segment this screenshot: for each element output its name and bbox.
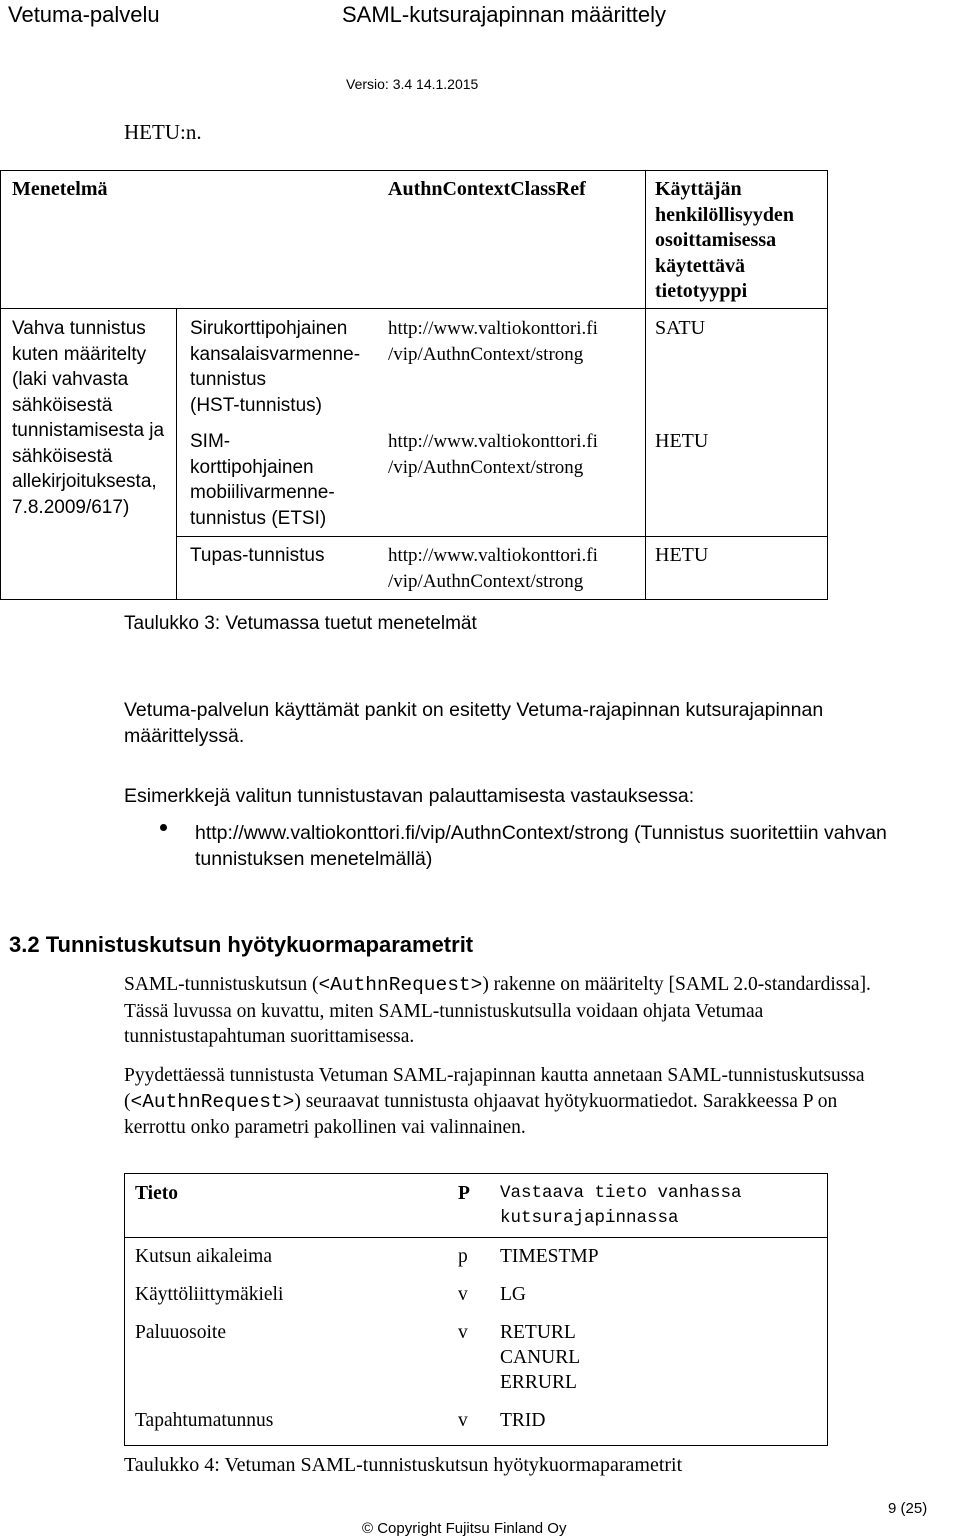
method-sim: SIM- korttipohjainen mobiilivarmenne- tunnistus (ETSI): [190, 431, 335, 529]
paragraph-examples: Esimerkkejä valitun tunnistustavan palauttamisesta vastauksessa:: [124, 785, 695, 807]
id-type-hst: SATU: [655, 317, 706, 339]
param-old: TRID: [500, 1410, 546, 1431]
paragraph-saml-structure: SAML-tunnistuskutsun (<AuthnRequest>) rakenne on määritelty [SAML 2.0-standardissa]. Tässä luvussa on kuvattu, miten SAML-tunnistuskutsulla voidaan ohjata Vetumaa tunnistustapahtuman suorittamisessa.: [124, 974, 871, 1047]
table4-caption: Taulukko 4: Vetuman SAML-tunnistuskutsun hyötykuormaparametrit: [124, 1454, 683, 1476]
table4-header-p: P: [458, 1183, 470, 1204]
authn-ref-sim: http://www.valtiokonttori.fi /vip/AuthnContext/strong: [388, 431, 598, 478]
authn-ref-tupas: http://www.valtiokonttori.fi /vip/AuthnContext/strong: [388, 545, 598, 592]
param-old: TIMESTMP: [500, 1246, 599, 1267]
table3-header-method: Menetelmä: [12, 178, 108, 200]
strong-auth-group-label: Vahva tunnistus kuten määritelty (laki vahvasta sähköisestä tunnistamisesta ja sähköisestä allekirjoituksesta, 7.8.2009/617): [12, 318, 165, 518]
header-version: Versio: 3.4 14.1.2015: [346, 76, 479, 92]
intro-line: HETU:n.: [124, 120, 202, 144]
param-required: v: [458, 1284, 468, 1305]
bullet-icon: [160, 824, 167, 831]
paragraph-payload: Pyydettäessä tunnistusta Vetuman SAML-rajapinnan kautta annetaan SAML-tunnistuskutsussa (<AuthnRequest>) seuraavat tunnistusta ohjaavat hyötykuormatiedot. Sarakkeessa P on kerrottu onko parametri pakollinen vai valinnainen.: [124, 1065, 865, 1138]
page-number: 9 (25): [888, 1500, 928, 1517]
param-name: Kutsun aikaleima: [135, 1246, 273, 1267]
id-type-tupas: HETU: [655, 544, 709, 566]
param-name: Käyttöliittymäkieli: [135, 1284, 284, 1305]
header-title-right: SAML-kutsurajapinnan määrittely: [342, 2, 667, 27]
id-type-sim: HETU: [655, 430, 709, 452]
table4-header-old: Vastaava tieto vanhassa kutsurajapinnassa: [500, 1183, 742, 1228]
table3-header-type: Käyttäjän henkilöllisyyden osoittamisessa käytettävä tietotyyppi: [655, 178, 794, 302]
method-hst: Sirukorttipohjainen kansalaisvarmenne- tunnistus (HST-tunnistus): [190, 318, 361, 416]
param-required: v: [458, 1410, 468, 1431]
param-required: p: [458, 1246, 468, 1267]
param-required: v: [458, 1322, 468, 1343]
footer-copyright: © Copyright Fujitsu Finland Oy: [362, 1520, 567, 1537]
authn-ref-hst: http://www.valtiokonttori.fi /vip/AuthnContext/strong: [388, 318, 598, 365]
method-tupas: Tupas-tunnistus: [190, 545, 325, 566]
param-name: Paluuosoite: [135, 1322, 226, 1343]
param-old: LG: [500, 1284, 526, 1305]
parameters-table: [124, 1173, 828, 1446]
header-title-left: Vetuma-palvelu: [8, 2, 160, 27]
section-heading: 3.2 Tunnistuskutsun hyötykuormaparametrit: [9, 932, 474, 957]
table4-header-info: Tieto: [135, 1183, 178, 1204]
paragraph-banks: Vetuma-palvelun käyttämät pankit on esitetty Vetuma-rajapinnan kutsurajapinnan määrittelyssä.: [124, 699, 824, 747]
methods-table: [0, 170, 828, 600]
param-old: RETURL CANURL ERRURL: [500, 1322, 581, 1393]
param-name: Tapahtumatunnus: [135, 1410, 274, 1431]
table3-header-ref: AuthnContextClassRef: [388, 178, 586, 200]
example-bullet: http://www.valtiokonttori.fi/vip/AuthnContext/strong (Tunnistus suoritettiin vahvan tunnistuksen menetelmällä): [195, 822, 887, 870]
table3-caption: Taulukko 3: Vetumassa tuetut menetelmät: [124, 613, 477, 634]
